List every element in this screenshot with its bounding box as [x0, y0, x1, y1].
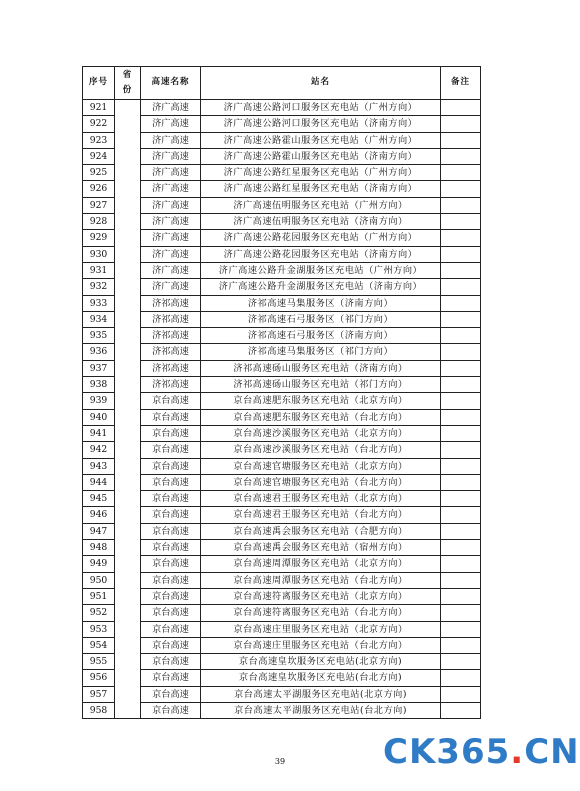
row-number: 940: [83, 409, 115, 425]
table-row: [83, 132, 481, 148]
row-number: 951: [83, 588, 115, 604]
station-name: 京台高速太平湖服务区充电站(北京方向): [201, 686, 441, 702]
highway-name: 京台高速: [141, 556, 201, 572]
table-row: [83, 214, 481, 230]
table-row: [83, 295, 481, 311]
table-row: [83, 181, 481, 197]
note-cell: [441, 458, 481, 474]
table-row: [83, 458, 481, 474]
highway-name: 济广高速: [141, 230, 201, 246]
table-row: [83, 588, 481, 604]
header-no: 序号: [83, 67, 115, 100]
table-row: [83, 507, 481, 523]
row-number: 938: [83, 377, 115, 393]
table-row: [83, 474, 481, 490]
row-number: 956: [83, 670, 115, 686]
station-name: 京台高速符离服务区充电站（北京方向）: [201, 588, 441, 604]
table-row: [83, 523, 481, 539]
row-number: 945: [83, 491, 115, 507]
row-number: 937: [83, 360, 115, 376]
note-cell: [441, 540, 481, 556]
table-row: [83, 246, 481, 262]
row-number: 934: [83, 311, 115, 327]
table-row: [83, 491, 481, 507]
highway-name: 济广高速: [141, 132, 201, 148]
note-cell: [441, 474, 481, 490]
table-row: [83, 311, 481, 327]
highway-name: 京台高速: [141, 523, 201, 539]
row-number: 946: [83, 507, 115, 523]
highway-name: 京台高速: [141, 507, 201, 523]
table-row: [83, 377, 481, 393]
note-cell: [441, 295, 481, 311]
note-cell: [441, 556, 481, 572]
highway-name: 济广高速: [141, 100, 201, 116]
table-body: [83, 100, 481, 719]
station-name: 济祁高速马集服务区（济南方向）: [201, 295, 441, 311]
station-name: 京台高速禹会服务区充电站（合肥方向）: [201, 523, 441, 539]
table-row: [83, 230, 481, 246]
row-number: 944: [83, 474, 115, 490]
highway-name: 京台高速: [141, 686, 201, 702]
note-cell: [441, 230, 481, 246]
row-number: 924: [83, 148, 115, 164]
table-row: [83, 328, 481, 344]
highway-name: 京台高速: [141, 425, 201, 441]
station-name: 济广高速公路花园服务区充电站（广州方向）: [201, 230, 441, 246]
station-name: 济广高速公路升金湖服务区充电站（广州方向）: [201, 262, 441, 278]
row-number: 928: [83, 214, 115, 230]
note-cell: [441, 214, 481, 230]
highway-name: 京台高速: [141, 670, 201, 686]
station-name: 济广高速公路红星服务区充电站（广州方向）: [201, 165, 441, 181]
station-name: 济广高速公路升金湖服务区充电站（济南方向）: [201, 279, 441, 295]
row-number: 927: [83, 197, 115, 213]
note-cell: [441, 588, 481, 604]
province-cell: [115, 100, 141, 719]
station-name: 济广高速公路河口服务区充电站（广州方向）: [201, 100, 441, 116]
note-cell: [441, 442, 481, 458]
row-number: 926: [83, 181, 115, 197]
highway-name: 济祁高速: [141, 360, 201, 376]
station-name: 京台高速官塘服务区充电站（台北方向）: [201, 474, 441, 490]
note-cell: [441, 572, 481, 588]
highway-name: 济祁高速: [141, 328, 201, 344]
highway-name: 济祁高速: [141, 311, 201, 327]
table-row: [83, 279, 481, 295]
station-name: 京台高速符离服务区充电站（台北方向）: [201, 605, 441, 621]
station-name: 济祁高速砀山服务区充电站（济南方向）: [201, 360, 441, 376]
row-number: 921: [83, 100, 115, 116]
highway-name: 济广高速: [141, 116, 201, 132]
watermark-main: CK365: [383, 732, 511, 772]
row-number: 923: [83, 132, 115, 148]
note-cell: [441, 132, 481, 148]
row-number: 942: [83, 442, 115, 458]
table-row: [83, 262, 481, 278]
note-cell: [441, 279, 481, 295]
highway-name: 济广高速: [141, 279, 201, 295]
row-number: 931: [83, 262, 115, 278]
note-cell: [441, 100, 481, 116]
highway-name: 京台高速: [141, 621, 201, 637]
station-name: 京台高速君王服务区充电站（北京方向）: [201, 491, 441, 507]
highway-name: 济祁高速: [141, 344, 201, 360]
highway-name: 济广高速: [141, 148, 201, 164]
table-row: [83, 393, 481, 409]
row-number: 955: [83, 654, 115, 670]
table-row: [83, 116, 481, 132]
station-name: 济广高速伍明服务区充电站（广州方向）: [201, 197, 441, 213]
note-cell: [441, 425, 481, 441]
table-row: [83, 360, 481, 376]
table-row: [83, 165, 481, 181]
note-cell: [441, 181, 481, 197]
header-station: 站名: [201, 67, 441, 100]
note-cell: [441, 605, 481, 621]
note-cell: [441, 654, 481, 670]
station-name: 济广高速公路霍山服务区充电站（广州方向）: [201, 132, 441, 148]
row-number: 950: [83, 572, 115, 588]
header-province-label: 省份: [122, 69, 133, 95]
highway-name: 济广高速: [141, 165, 201, 181]
watermark-logo: [383, 732, 580, 772]
highway-name: 京台高速: [141, 588, 201, 604]
table-header-row: [83, 67, 481, 100]
station-table: [82, 66, 481, 719]
note-cell: [441, 360, 481, 376]
highway-name: 京台高速: [141, 393, 201, 409]
station-name: 京台高速官塘服务区充电站（北京方向）: [201, 458, 441, 474]
highway-name: 京台高速: [141, 637, 201, 653]
header-note: 备注: [441, 67, 481, 100]
table-row: [83, 605, 481, 621]
row-number: 949: [83, 556, 115, 572]
table-row: [83, 572, 481, 588]
table-row: [83, 621, 481, 637]
station-name: 济祁高速砀山服务区充电站（祁门方向）: [201, 377, 441, 393]
row-number: 939: [83, 393, 115, 409]
row-number: 925: [83, 165, 115, 181]
table-row: [83, 556, 481, 572]
row-number: 935: [83, 328, 115, 344]
note-cell: [441, 686, 481, 702]
table-row: [83, 197, 481, 213]
table-row: [83, 425, 481, 441]
row-number: 933: [83, 295, 115, 311]
row-number: 930: [83, 246, 115, 262]
highway-name: 京台高速: [141, 409, 201, 425]
station-name: 京台高速肥东服务区充电站（北京方向）: [201, 393, 441, 409]
watermark-dot: .: [510, 732, 525, 772]
row-number: 947: [83, 523, 115, 539]
highway-name: 京台高速: [141, 491, 201, 507]
table-row: [83, 540, 481, 556]
header-highway: 高速名称: [141, 67, 201, 100]
highway-name: 济广高速: [141, 181, 201, 197]
row-number: 936: [83, 344, 115, 360]
highway-name: 京台高速: [141, 540, 201, 556]
highway-name: 京台高速: [141, 474, 201, 490]
note-cell: [441, 409, 481, 425]
highway-name: 济广高速: [141, 197, 201, 213]
table-row: [83, 442, 481, 458]
highway-name: 济祁高速: [141, 377, 201, 393]
highway-name: 济广高速: [141, 246, 201, 262]
note-cell: [441, 311, 481, 327]
row-number: 948: [83, 540, 115, 556]
table-row: [83, 686, 481, 702]
highway-name: 京台高速: [141, 442, 201, 458]
station-name: 济广高速公路红星服务区充电站（济南方向）: [201, 181, 441, 197]
station-name: 京台高速君王服务区充电站（台北方向）: [201, 507, 441, 523]
station-name: 济祁高速马集服务区（祁门方向）: [201, 344, 441, 360]
table-row: [83, 148, 481, 164]
header-province: [115, 67, 141, 100]
station-name: 京台高速皇坎服务区充电站(北京方向): [201, 654, 441, 670]
note-cell: [441, 148, 481, 164]
row-number: 957: [83, 686, 115, 702]
table-row: [83, 702, 481, 718]
row-number: 953: [83, 621, 115, 637]
station-name: 京台高速周潭服务区充电站（台北方向）: [201, 572, 441, 588]
highway-name: 京台高速: [141, 605, 201, 621]
highway-name: 京台高速: [141, 702, 201, 718]
note-cell: [441, 328, 481, 344]
page-number: 39: [274, 757, 286, 766]
row-number: 929: [83, 230, 115, 246]
station-name: 京台高速肥东服务区充电站（台北方向）: [201, 409, 441, 425]
note-cell: [441, 702, 481, 718]
highway-name: 济广高速: [141, 262, 201, 278]
note-cell: [441, 637, 481, 653]
row-number: 922: [83, 116, 115, 132]
row-number: 932: [83, 279, 115, 295]
note-cell: [441, 523, 481, 539]
table-row: [83, 637, 481, 653]
note-cell: [441, 491, 481, 507]
note-cell: [441, 507, 481, 523]
station-name: 济祁高速石弓服务区（祁门方向）: [201, 311, 441, 327]
table-row: [83, 409, 481, 425]
note-cell: [441, 116, 481, 132]
station-name: 济广高速伍明服务区充电站（济南方向）: [201, 214, 441, 230]
station-name: 京台高速沙溪服务区充电站（台北方向）: [201, 442, 441, 458]
station-name: 京台高速太平湖服务区充电站(台北方向): [201, 702, 441, 718]
station-name: 京台高速沙溪服务区充电站（北京方向）: [201, 425, 441, 441]
station-name: 京台高速禹会服务区充电站（宿州方向）: [201, 540, 441, 556]
row-number: 958: [83, 702, 115, 718]
highway-name: 京台高速: [141, 458, 201, 474]
station-name: 济广高速公路花园服务区充电站（济南方向）: [201, 246, 441, 262]
note-cell: [441, 621, 481, 637]
highway-name: 京台高速: [141, 572, 201, 588]
station-name: 京台高速庄里服务区充电站（北京方向）: [201, 621, 441, 637]
watermark-tld: CN: [524, 732, 580, 772]
note-cell: [441, 670, 481, 686]
station-name: 济广高速公路河口服务区充电站（济南方向）: [201, 116, 441, 132]
highway-name: 济广高速: [141, 214, 201, 230]
note-cell: [441, 344, 481, 360]
table-row: [83, 100, 481, 116]
highway-name: 京台高速: [141, 654, 201, 670]
row-number: 943: [83, 458, 115, 474]
note-cell: [441, 377, 481, 393]
table-row: [83, 654, 481, 670]
note-cell: [441, 246, 481, 262]
station-name: 京台高速周潭服务区充电站（北京方向）: [201, 556, 441, 572]
station-name: 济祁高速石弓服务区（济南方向）: [201, 328, 441, 344]
row-number: 954: [83, 637, 115, 653]
station-name: 京台高速皇坎服务区充电站(台北方向): [201, 670, 441, 686]
note-cell: [441, 393, 481, 409]
note-cell: [441, 165, 481, 181]
highway-name: 济祁高速: [141, 295, 201, 311]
station-name: 京台高速庄里服务区充电站（台北方向）: [201, 637, 441, 653]
note-cell: [441, 197, 481, 213]
table-row: [83, 344, 481, 360]
note-cell: [441, 262, 481, 278]
table-row: [83, 670, 481, 686]
row-number: 941: [83, 425, 115, 441]
row-number: 952: [83, 605, 115, 621]
station-name: 济广高速公路霍山服务区充电站（济南方向）: [201, 148, 441, 164]
